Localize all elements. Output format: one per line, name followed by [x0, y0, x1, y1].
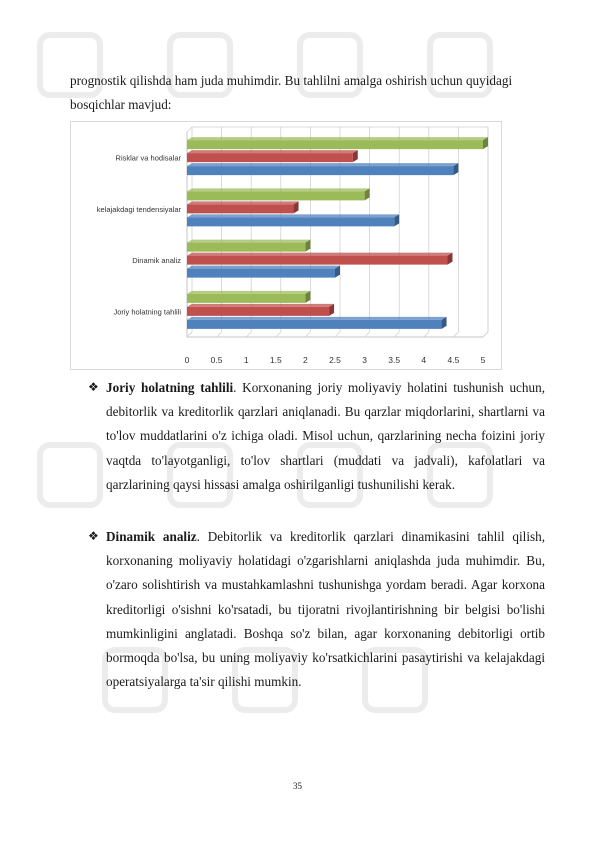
bar [187, 307, 329, 316]
x-tick-label: 4 [421, 355, 427, 365]
diamond-bullet-icon: ❖ [88, 380, 99, 394]
bar-chart [70, 121, 502, 370]
bullet-item-dynamic-analysis [88, 525, 545, 694]
bar-chart-svg [71, 122, 503, 371]
x-tick-label: 0 [184, 355, 190, 365]
bar [187, 256, 447, 265]
bullet-term: Dinamik analiz [106, 529, 197, 545]
bar-top-face [187, 137, 488, 140]
bullet-list [88, 376, 545, 694]
bar [187, 191, 365, 200]
bar-top-face [187, 150, 358, 153]
category-label: Joriy holatning tahlili [113, 307, 181, 317]
x-tick-label: 2.5 [329, 355, 341, 365]
x-tick-label: 0.5 [210, 355, 223, 365]
bar [187, 153, 353, 162]
intro-paragraph: prognostik qilishda ham juda muhimdir. Bu tahlilni amalga oshirish uchun quyidagi bosqichlar mavjud: [70, 73, 513, 112]
bar-top-face [187, 253, 452, 256]
x-tick-label: 1.5 [269, 355, 282, 365]
x-tick-label: 5 [480, 355, 486, 365]
x-tick-label: 1 [243, 355, 249, 365]
category-label: Dinamik analiz [132, 256, 181, 266]
bar [187, 294, 305, 303]
bar-top-face [187, 317, 447, 320]
category-label: kelajakdagi tendensiyalar [96, 204, 181, 214]
page-number: 35 [293, 781, 302, 791]
diamond-bullet-icon: ❖ [88, 529, 99, 544]
bar [187, 204, 294, 213]
bar-top-face [187, 266, 340, 269]
bullet-paragraph [106, 376, 545, 497]
bullet-term: Joriy holatning tahlili [106, 380, 234, 395]
bullet-text: . Korxonaning joriy moliyaviy holatini tushunish uchun, debitorlik va kreditorlik qarzlari aniqlanadi. Bu qarzlar miqdorlarini, shartlarni va to'lov muddatlarini o'z ichiga oladi. Misol uchun, qarzlarining necha foizini joriy vaqtda to'layotganligi, to'lov shartlari (muddati va jadvali), kafolatlari va qarzlarining qaysi hissasi amalga oshirilganligi tushunilishi kerak. [106, 380, 545, 492]
bar [187, 320, 442, 329]
bar [187, 217, 394, 226]
bar [187, 243, 305, 252]
bar-top-face [187, 163, 458, 166]
x-tick-label: 3.5 [388, 355, 401, 365]
bar [187, 140, 483, 149]
x-tick-label: 4.5 [447, 355, 460, 365]
bar-top-face [187, 291, 310, 294]
bullet-item-current-state [88, 376, 545, 497]
bar [187, 166, 453, 175]
bar-top-face [187, 304, 334, 307]
bar-top-face [187, 240, 310, 243]
bar-top-face [187, 214, 399, 217]
bar-top-face [187, 201, 299, 204]
bullet-text: . Debitorlik va kreditorlik qarzlari dinamikasini tahlil qilish, korxonaning moliyaviy holatidagi o'zgarishlarni aniqlashda juda muhimdir. Bu, o'zaro solishtirish va mustahkamlashni tushunishga yordam beradi. Agar korxona kreditorligi o'sishni ko'rsatadi, bu tijoratni rivojlantirishning bir belgisi bo'lishi mumkinligini anglatadi. Boshqa so'z bilan, agar korxonaning debitorligi ortib bormoqda bo'lsa, bu uning moliyaviy ko'rsatkichlarini pasaytirishi va kelajakdagi operatsiyalarga ta'sir qilishi mumkin. [106, 529, 546, 690]
x-tick-label: 2 [303, 355, 308, 365]
bullet-paragraph [106, 525, 545, 694]
category-label: Risklar va hodisalar [115, 153, 181, 163]
x-tick-label: 3 [362, 355, 367, 365]
bar [187, 269, 335, 278]
bar-top-face [187, 188, 370, 191]
